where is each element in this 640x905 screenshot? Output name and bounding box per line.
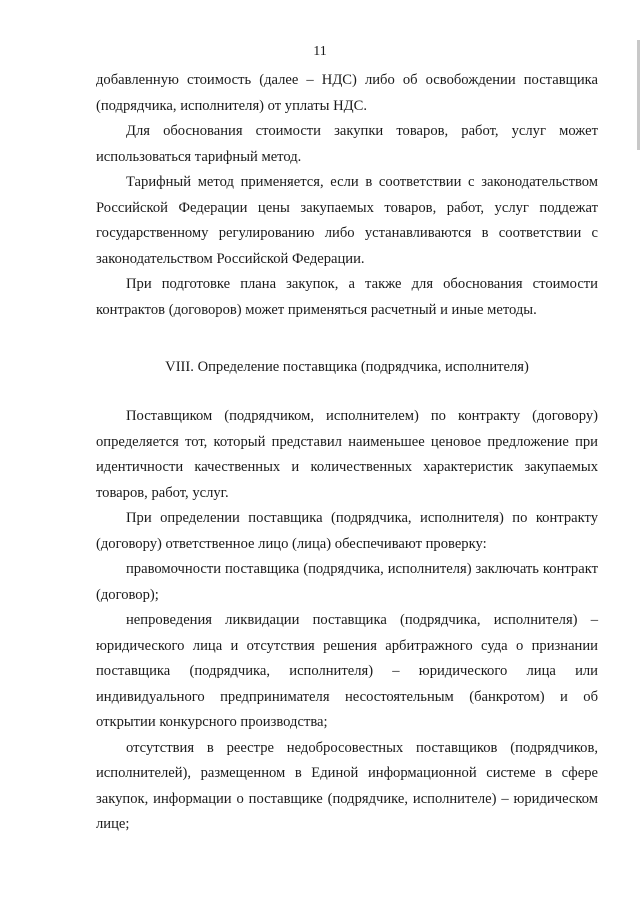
text-block-bottom xyxy=(96,404,598,838)
paragraph-check-competence: правомочности поставщика (подрядчика, исполнителя) заключать контракт (договор); xyxy=(96,561,598,603)
paragraph-check-liquidation: непроведения ликвидации поставщика (подрядчика, исполнителя) – юридического лица и отсутствия решения арбитражного суда о признании поставщика (подрядчика, исполнителя) – юридического лица или индивидуального предпринимателя несостоятельным (банкротом) и об открытии конкурсного производства; xyxy=(96,612,598,730)
paragraph-calculation-method: При подготовке плана закупок, а также для обоснования стоимости контрактов (договоров) может применяться расчетный и иные методы. xyxy=(96,276,598,318)
paragraph-supplier-definition: Поставщиком (подрядчиком, исполнителем) по контракту (договору) определяется тот, который представил наименьшее ценовое предложение при идентичности качественных и количественных характеристик закупаемых товаров, работ, услуг. xyxy=(96,408,598,501)
paragraph-tariff-method-use: Тарифный метод применяется, если в соответствии с законодательством Российской Федерации цены закупаемых товаров, работ, услуг поддежат государственному регулированию либо устанавливаются в соответствии с законодательством Российской Федерации. xyxy=(96,174,598,267)
paragraph-tariff-method-intro: Для обоснования стоимости закупки товаров, работ, услуг может использоваться тарифный метод. xyxy=(96,123,598,165)
text-block-top xyxy=(96,68,598,323)
section-heading: VIII. Определение поставщика (подрядчика, исполнителя) xyxy=(165,359,529,375)
paragraph-verification-intro: При определении поставщика (подрядчика, исполнителя) по контракту (договору) ответственное лицо (лица) обеспечивают проверку: xyxy=(96,510,598,552)
page-number: 11 xyxy=(313,44,327,59)
paragraph-continuation: добавленную стоимость (далее – НДС) либо об освобождении поставщика (подрядчика, исполнителя) от уплаты НДС. xyxy=(96,72,598,114)
paragraph-check-registry: отсутствия в реестре недобросовестных поставщиков (подрядчиков, исполнителей), размещенном в Единой информационной системе в сфере закупок, информации о поставщике (подрядчике, исполнителе) – юридическом лице; xyxy=(96,739,598,832)
